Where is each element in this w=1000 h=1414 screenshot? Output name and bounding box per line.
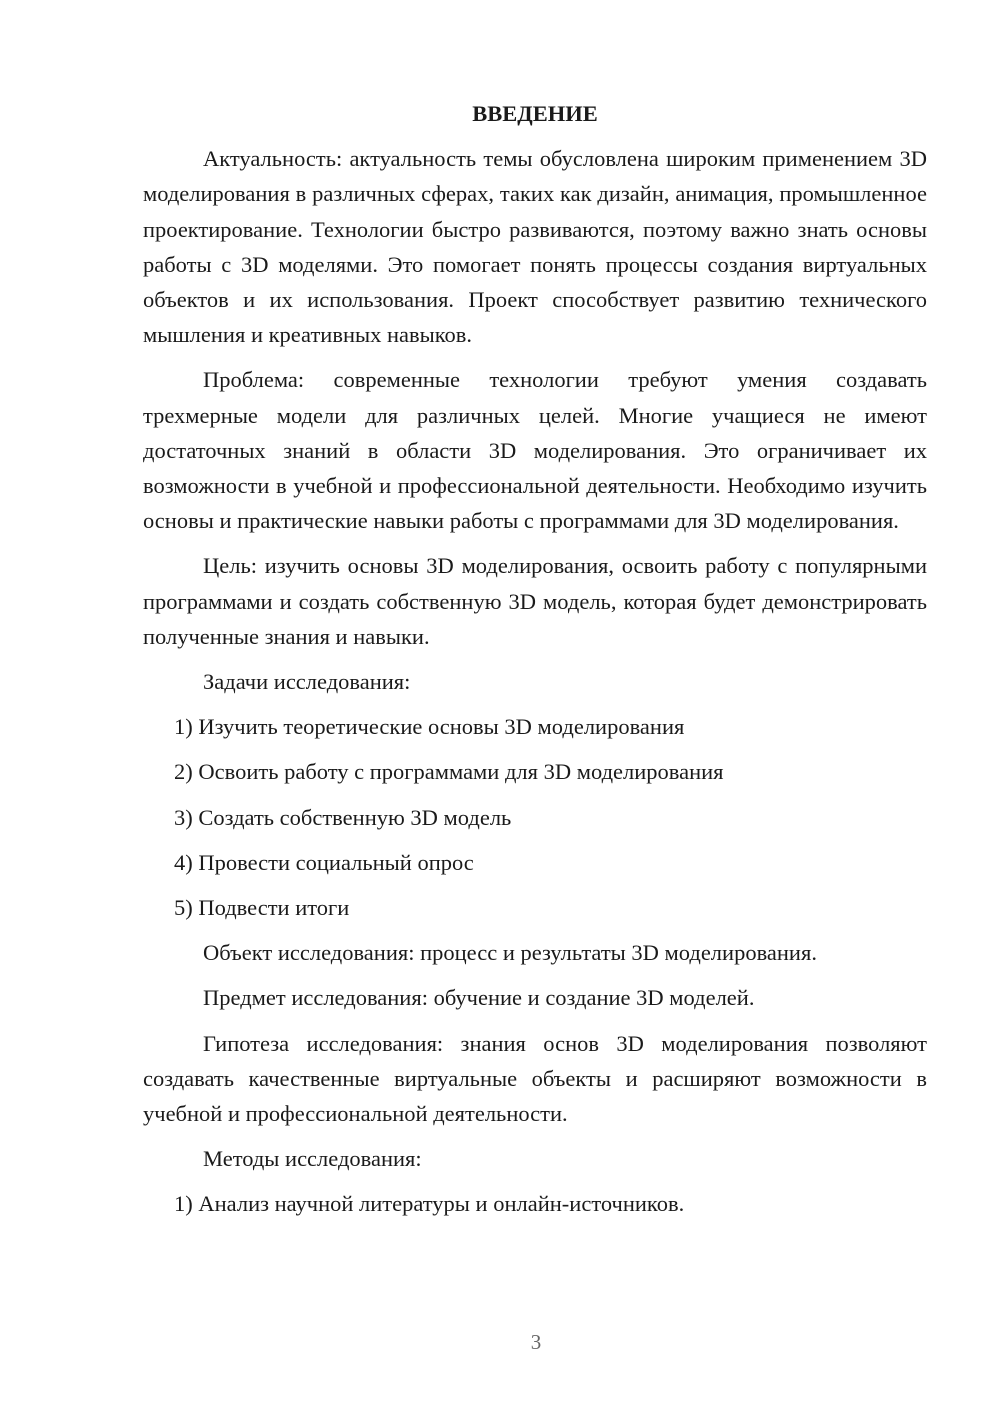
problem-paragraph: Проблема: современные технологии требуют умения создавать трехмерные модели для различных целей. Многие учащиеся не имеют достаточных знаний в области 3D моделирования. Это ограничивает их возможности в учебной и профессиональной деятельности. Необходимо изучить основы и практические навыки работы с программами для 3D моделирования. (143, 367, 927, 534)
task-item: 2) Освоить работу с программами для 3D моделирования (174, 759, 724, 785)
hypothesis-paragraph: Гипотеза исследования: знания основ 3D моделирования позволяют создавать качественные виртуальные объекты и расширяют возможности в учебной и профессиональной деятельности. (143, 1030, 927, 1127)
methods-heading: Методы исследования: (203, 1146, 422, 1172)
page-content (143, 96, 927, 1232)
relevance-paragraph: Актуальность: актуальность темы обусловлена широким применением 3D моделирования в различных сферах, таких как дизайн, анимация, промышленное проектирование. Технологии быстро развиваются, поэтому важно знать основы работы с 3D моделями. Это помогает понять процессы создания виртуальных объектов и их использования. Проект способствует развитию технического мышления и креативных навыков. (143, 146, 927, 348)
research-object: Объект исследования: процесс и результаты 3D моделирования. (203, 940, 817, 966)
page-title: ВВЕДЕНИЕ (472, 101, 598, 126)
research-subject: Предмет исследования: обучение и создание 3D моделей. (203, 985, 755, 1011)
tasks-heading: Задачи исследования: (203, 669, 411, 695)
task-item: 5) Подвести итоги (174, 895, 350, 921)
goal-paragraph: Цель: изучить основы 3D моделирования, освоить работу с популярными программами и создать собственную 3D модель, которая будет демонстрировать полученные знания и навыки. (143, 553, 927, 649)
method-item: 1) Анализ научной литературы и онлайн-источников. (174, 1191, 685, 1217)
task-item: 3) Создать собственную 3D модель (174, 804, 512, 830)
task-item: 4) Провести социальный опрос (174, 849, 474, 875)
task-item: 1) Изучить теоретические основы 3D моделирования (174, 714, 685, 740)
page-number: 3 (530, 1330, 542, 1354)
